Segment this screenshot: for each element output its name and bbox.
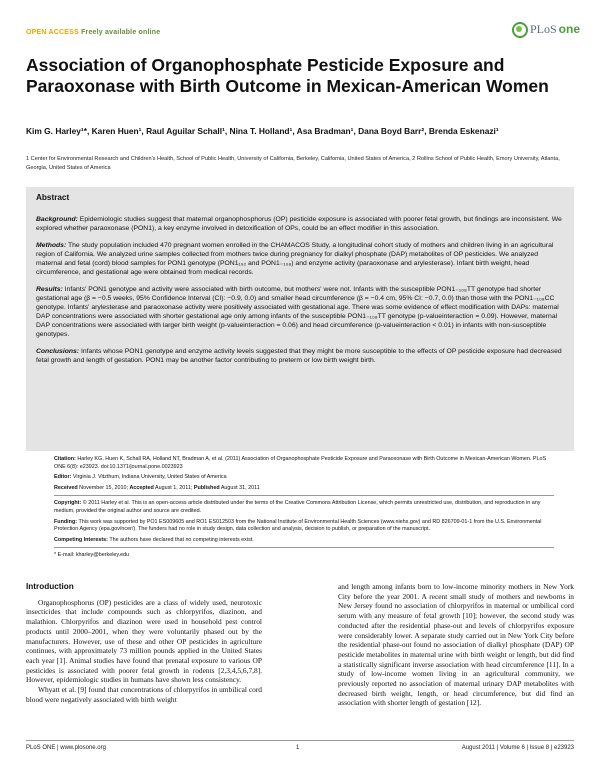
metadata-divider — [54, 547, 554, 548]
competing-interests — [54, 537, 554, 545]
copyright-label: Copyright: — [54, 500, 82, 507]
citation-label: Citation: — [54, 456, 76, 462]
metadata-divider — [54, 495, 554, 496]
citation — [54, 456, 554, 471]
competing-label: Competing Interests: — [54, 536, 108, 543]
journal-logo — [511, 21, 580, 37]
abstract-conclusions — [36, 347, 564, 365]
body-column-left — [26, 564, 262, 704]
affiliations: 1 Center for Environmental Research and Children's Health, School of Public Health, University of California, Berkeley, California, United States of America, 2 Rollins School of Public Health, Emory University, Atlanta, Georgia, United States of America — [26, 156, 560, 171]
received-label: Received — [54, 484, 78, 491]
abstract-section-text: The study population included 470 pregnant women enrolled in the CHAMACOS Study, a longitudinal cohort study of mothers and children living in an agricultural region of California. We analyzed urine samples collected from mothers twice during pregnancy for dialkyl phosphate (DAP) metabolites of OP pesticides. We analyzed maternal and fetal (cord) blood samples for PON1 genotype (PON1₁₉₂ and PON1₋₁₀₈) and enzyme activity (paraoxonase and arylesterase). Infant birth weight, head circumference, and gestational age were obtained from medical records. — [36, 242, 554, 276]
abstract-results — [36, 285, 564, 339]
editor-label: Editor: — [54, 474, 72, 481]
funding — [54, 519, 554, 534]
abstract-box — [26, 187, 574, 451]
received-date: November 15, 2010; — [77, 484, 130, 491]
abstract-section-label: Methods: — [36, 242, 67, 249]
introduction-heading: Introduction — [26, 582, 74, 591]
plos-one-logo-icon — [511, 21, 527, 37]
editor-text: Virginia J. Vitzthum, Indiana University, United States of America — [71, 474, 227, 481]
body-paragraph: Organophosphorus (OP) pesticides are a class of widely used, neurotoxic insecticides that include compounds such as chlorpyrifos, diazinon, and malathion. Chlorpyrifos and diazinon were used in household pest control products until 2000–2001, when they were voluntarily phased out by the manufacturers. However, use of these and other OP pesticides in agriculture continues, with approximately 73 million pounds applied in the United States each year [1]. Animal studies have found that prenatal exposure to various OP pesticides is associated with poorer fetal growth in rodents [2,3,4,5,6,7,8]. However, epidemiologic studies in humans have shown less consistency. — [26, 597, 262, 685]
editor — [54, 474, 554, 482]
abstract-section-text: Infants whose PON1 genotype and enzyme activity levels suggested that they might be more susceptible to the effects of OP pesticide exposure had decreased fetal growth and length of gestation. PON1 may be another factor contributing to preterm or low birth weight birth. — [36, 348, 562, 364]
dates — [54, 485, 554, 493]
citation-text: Harley KG, Huen K, Schall RA, Holland NT, Bradman A, et al. (2011) Association of Organophosphate Pesticide Exposure and Paraoxonase with Birth Outcome in Mexican-American Women. PLoS ONE 6(8): e23923. doi:10.1371/journal.pone.0023923 — [54, 456, 547, 470]
footer-journal[interactable]: PLoS ONE | www.plosone.org — [26, 745, 106, 751]
author-list: Kim G. Harley¹*, Karen Huen¹, Raul Aguilar Schall¹, Nina T. Holland¹, Asa Bradman¹, Dana Boyd Barr², Brenda Eskenazi¹ — [26, 126, 499, 136]
abstract-heading: Abstract — [36, 193, 70, 202]
abstract-section-text: Infants' PON1 genotype and activity were associated with birth outcome, but mothers' were not. Infants with the susceptible PON1₋₁₀₈TT genotype had shorter gestational age (β = −0.5 weeks, 95% Confidence Interval (CI): −0.9, 0.0) and smaller head circumference (β = −0.4 cm, 95% CI: −0.7, 0.0) than those with the PON1₋₁₀₈CC genotype. Infants' arylesterase and paraoxonase activity were positively associated with gestational age. There was some evidence of effect modification with DAPs: maternal DAP concentrations were associated with shorter gestational age only among infants of the susceptible PON1₋₁₀₈TT genotype (p-valueinteraction = 0.09). However, maternal DAP concentrations were associated with larger birth weight (p-valueinteraction = 0.06) and head circumference (p-valueinteraction < 0.01) in infants with non-susceptible genotypes. — [36, 286, 559, 338]
accepted-label: Accepted — [129, 484, 154, 491]
competing-text: The authors have declared that no competing interests exist. — [107, 536, 254, 543]
abstract-section-label: Background: — [36, 216, 78, 223]
abstract-section-label: Results: — [36, 286, 63, 293]
logo-plos-text: PLoS — [529, 21, 557, 36]
funding-label: Funding: — [54, 518, 78, 525]
open-access-banner — [26, 29, 160, 36]
article-title: Association of Organophosphate Pesticide Exposure and Paraoxonase with Birth Outcome in Mexican-American Women — [26, 55, 549, 96]
body-column-right — [338, 582, 574, 708]
abstract-methods — [36, 241, 564, 277]
free-availability-label: Freely available online — [81, 29, 161, 36]
accepted-date: August 1, 2011; — [153, 484, 194, 491]
published-date: August 31, 2011 — [219, 484, 260, 491]
page-number: 1 — [296, 745, 300, 751]
funding-text: This work was supported by PO1 ES009605 and RO1 ES012503 from the National Institute of Environmental Health Sciences (www.niehs.gov) and RD 826709-01-1 from the U.S. Environmental Protection Agency (epa.gov/ncer/). The funders had no role in study design, data collection and analysis, decision to publish, or preparation of the manuscript. — [54, 518, 542, 533]
copyright — [54, 500, 554, 515]
body-paragraph: and length among infants born to low-income minority mothers in New York City before the year 2001. A recent small study of mothers and newborns in New Jersey found no association of chlorpyrifos in maternal or umbilical cord serum with any measure of fetal growth [10]; however, the second study was conducted after the residential phase-out and levels of chlorpyrifos exposure were considerably lower. A separate study carried out in New York City before the residential phase-out found no association of dialkyl phosphate (DAP) OP pesticide metabolites in maternal urine with birth weight or length, but did find a statistically significant inverse association with head circumference [11]. In a study of low-income women living in an agricultural community, we previously reported no association of maternal urinary DAP metabolites with decreased birth weight, length, or head circumference, but did find an association with shorter length of gestation [12]. — [338, 582, 574, 708]
footer-issue: August 2011 | Volume 6 | Issue 8 | e23923 — [461, 745, 574, 751]
copyright-text: © 2011 Harley et al. This is an open-access article distributed under the terms of the Creative Commons Attribution License, which permits unrestricted use, distribution, and reproduction in any medium, provided the original author and source are credited. — [54, 500, 541, 514]
published-label: Published — [193, 484, 220, 491]
corresponding-email[interactable]: * E-mail: kharley@berkeley.edu — [54, 552, 130, 559]
page-footer — [26, 740, 574, 751]
open-access-label: OPEN — [26, 29, 47, 36]
abstract-background — [36, 215, 564, 233]
body-paragraph: Whyatt et al. [9] found that concentrations of chlorpyrifos in umbilical cord blood were negatively associated with birth weight — [26, 685, 262, 704]
open-access-suffix: ACCESS — [48, 29, 79, 36]
article-metadata — [54, 456, 554, 563]
logo-one-text: one — [558, 22, 580, 36]
abstract-section-text: Epidemiologic studies suggest that maternal organophosphorus (OP) pesticide exposure is associated with poorer fetal growth, but findings are inconsistent. We explored whether paraoxonase (PON1), a key enzyme involved in detoxification of OPs, could be an effect modifier in this association. — [36, 216, 562, 232]
abstract-section-label: Conclusions: — [36, 348, 80, 355]
